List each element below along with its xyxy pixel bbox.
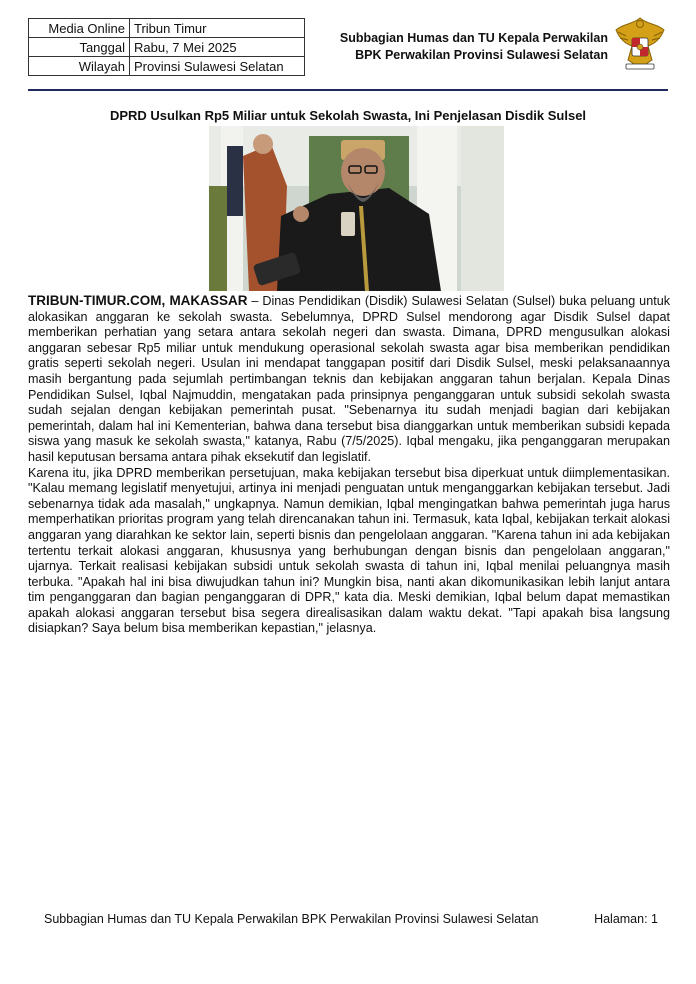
footer-org: Subbagian Humas dan TU Kepala Perwakilan BPK Perwakilan Provinsi Sulawesi Selatan bbox=[44, 912, 539, 926]
meta-table bbox=[28, 18, 305, 76]
meta-row-media bbox=[29, 19, 305, 38]
article-body bbox=[28, 293, 670, 637]
page-number: Halaman: 1 bbox=[594, 912, 658, 926]
article-lead: TRIBUN-TIMUR.COM, MAKASSAR bbox=[28, 293, 248, 308]
article-paragraph-1-text: – Dinas Pendidikan (Disdik) Sulawesi Selatan (Sulsel) buka peluang untuk alokasikan anggaran ke sekolah swasta. Sebelumnya, DPRD Sulsel mendorong agar Disdik Sulsel dapat memberikan perhatian yang setara antara sekolah negeri dan swasta. Dimana, DPRD mengusulkan alokasi anggaran sebesar Rp5 miliar untuk mendukung operasional sekolah swasta agar bisa memberikan pendidikan gratis seperti sekolah negeri. Usulan ini mendapat tanggapan positif dari Disdik Sulsel, meski pelaksanaannya masih bergantung pada sejumlah pertimbangan teknis dan kebijakan anggaran tahun berjalan. Kepala Dinas Pendidikan Sulsel, Iqbal Najmuddin, mengatakan pada prinsipnya penganggaran untuk subsidi sekolah swasta sudah sejalan dengan kebijakan pemerintah pusat. "Sebenarnya itu sudah menjadi bagian dari kebijakan pemerintah, dalam hal ini Kementerian, bahwa dana tersebut bisa dianggarkan untuk memberikan subsidi kepada siswa yang masuk ke sekolah swasta," katanya, Rabu (7/5/2025). Iqbal mengaku, jika penganggaran merupakan hasil keputusan bersama antara pihak eksekutif dan legislatif. bbox=[28, 294, 670, 464]
meta-row-region bbox=[29, 57, 305, 76]
org-line-1: Subbagian Humas dan TU Kepala Perwakilan bbox=[339, 31, 608, 45]
region-value: Provinsi Sulawesi Selatan bbox=[130, 57, 305, 76]
org-line-2: BPK Perwakilan Provinsi Sulawesi Selatan bbox=[355, 48, 608, 62]
article-paragraph-1 bbox=[28, 293, 670, 466]
speaker-photo-image bbox=[209, 126, 504, 291]
region-label: Wilayah bbox=[29, 57, 130, 76]
media-label: Media Online bbox=[29, 19, 130, 38]
meta-row-date bbox=[29, 38, 305, 57]
date-value: Rabu, 7 Mei 2025 bbox=[130, 38, 305, 57]
garuda-emblem-icon bbox=[612, 14, 668, 72]
article-photo bbox=[209, 126, 504, 291]
media-value: Tribun Timur bbox=[130, 19, 305, 38]
article-paragraph-2: Karena itu, jika DPRD memberikan persetujuan, maka kebijakan tersebut bisa diperkuat untuk diimplementasikan. "Kalau memang legislatif menyetujui, artinya ini menjadi penguatan untuk menganggarkan kebijakan tersebut. Jadi sebenarnya tidak ada masalah," ungkapnya. Namun demikian, Iqbal mengingatkan bahwa pemerintah juga harus memperhatikan prioritas program yang telah direncanakan tahun ini. Termasuk, kata Iqbal, kebijakan terkait alokasi anggaran yang diarahkan ke sektor lain, seperti bisnis dan pengelolaan anggaran. "Karena tahun ini ada kebijakan tertentu terkait alokasi anggaran, khususnya yang berhubungan dengan bisnis dan pengelolaan anggaran," ujarnya. Terkait realisasi kebijakan subsidi untuk sekolah swasta di tahun ini, Iqbal menilai peluangnya masih terbuka. "Apakah hal ini bisa diwujudkan tahun ini? Mungkin bisa, nanti akan dikomunikasikan lebih lanjut antara tim penganggaran dan bagian penganggaran di DPR," kata dia. Meski demikian, Iqbal belum dapat memastikan apakah alokasi anggaran tersebut bisa segera direalisasikan dalam waktu dekat. "Tapi apakah bisa langsung disiapkan? Saya belum bisa memberikan kepastian," jelasnya. bbox=[28, 465, 670, 636]
date-label: Tanggal bbox=[29, 38, 130, 57]
header-divider bbox=[28, 89, 668, 91]
org-header bbox=[340, 30, 608, 64]
article-title: DPRD Usulkan Rp5 Miliar untuk Sekolah Swasta, Ini Penjelasan Disdik Sulsel bbox=[109, 108, 587, 123]
